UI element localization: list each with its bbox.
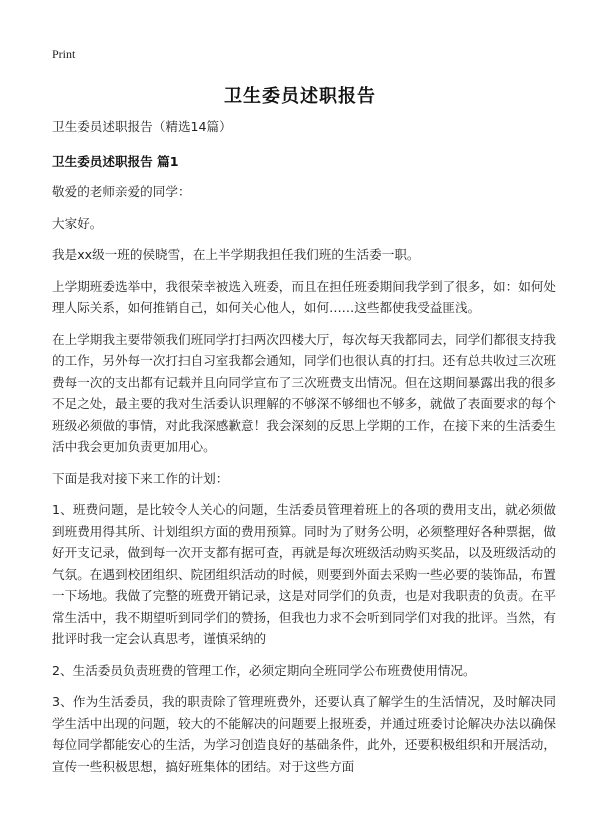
paragraph-plan-intro: 下面是我对接下来工作的计划： [52, 470, 229, 486]
paragraph-election: 上学期班委选举中，我很荣幸被选入班委，而且在担任班委期间我学到了很多，如：如何处理人际关系，如何推销自己，如何关心他人，如何……这些都使我受益匪浅。 [52, 278, 556, 315]
section-heading: 卫生委员述职报告 篇1 [52, 153, 179, 169]
paragraph-review: 在上学期我主要带领我们班同学打扫两次四楼大厅，每次每天我都同去，同学们都很支持我的工作，另外每一次打扫自习室我都会通知，同学们也很认真的打扫。还有总共收过三次班费每一次的支出都有记载并且向同学宣布了三次班费支出情况。但在这期间暴露出我的很多不足之处，最主要的我对生活委认识理解的不够深不够细也不够多，就做了表面要求的每个班级必须做的事情，对此我深感歉意！我会深刻的反思上学期的工作，在接下来的生活委生活中我会更加负责更加用心。 [52, 331, 556, 454]
paragraph-plan-3: 3、作为生活委员，我的职责除了管理班费外，还要认真了解学生的生活情况，及时解决同学生活中出现的问题，较大的不能解决的问题要上报班委，并通过班委讨论解决办法以确保每位同学都能安心的生活，为学习创造良好的基础条件，此外，还要积极组织和开展活动，宣传一些积极思想，搞好班集体的团结。对于这些方面 [52, 694, 556, 774]
document-title: 卫生委员述职报告 [224, 86, 376, 107]
document-body [52, 116, 556, 777]
paragraph-salutation: 敬爱的老师亲爱的同学： [52, 184, 191, 199]
paragraph-intro: 我是xx级一班的侯晓雪，在上半学期我担任我们班的生活委一职。 [52, 247, 420, 262]
paragraph-plan-2: 2、生活委员负责班费的管理工作，必须定期向全班同学公布班费使用情况。 [52, 662, 476, 678]
print-link[interactable]: Print [52, 47, 76, 61]
document-subtitle: 卫生委员述职报告（精选14篇） [52, 119, 232, 134]
paragraph-plan-1: 1、班费问题，是比较令人关心的问题，生活委员管理着班上的各项的费用支出，就必须做到班费用得其所、计划组织方面的费用预算。同时为了财务公明，必须整理好各种票据，做好开支记录，做到每一次开支都有据可查，再就是每次班级活动购买奖品，以及班级活动的气氛。在遇到校团组织、院团组织活动的时候，则要到外面去采购一些必要的装饰品，布置一下场地。我做了完整的班费开销记录，这是对同学们的负责，也是对我职责的负责。在平常生活中，我不期望听到同学们的赞扬，但我也力求不会听到同学们对我的批评。当然，有批评时我一定会认真思考，谨慎采纳的 [52, 502, 556, 646]
paragraph-greeting: 大家好。 [52, 215, 103, 231]
